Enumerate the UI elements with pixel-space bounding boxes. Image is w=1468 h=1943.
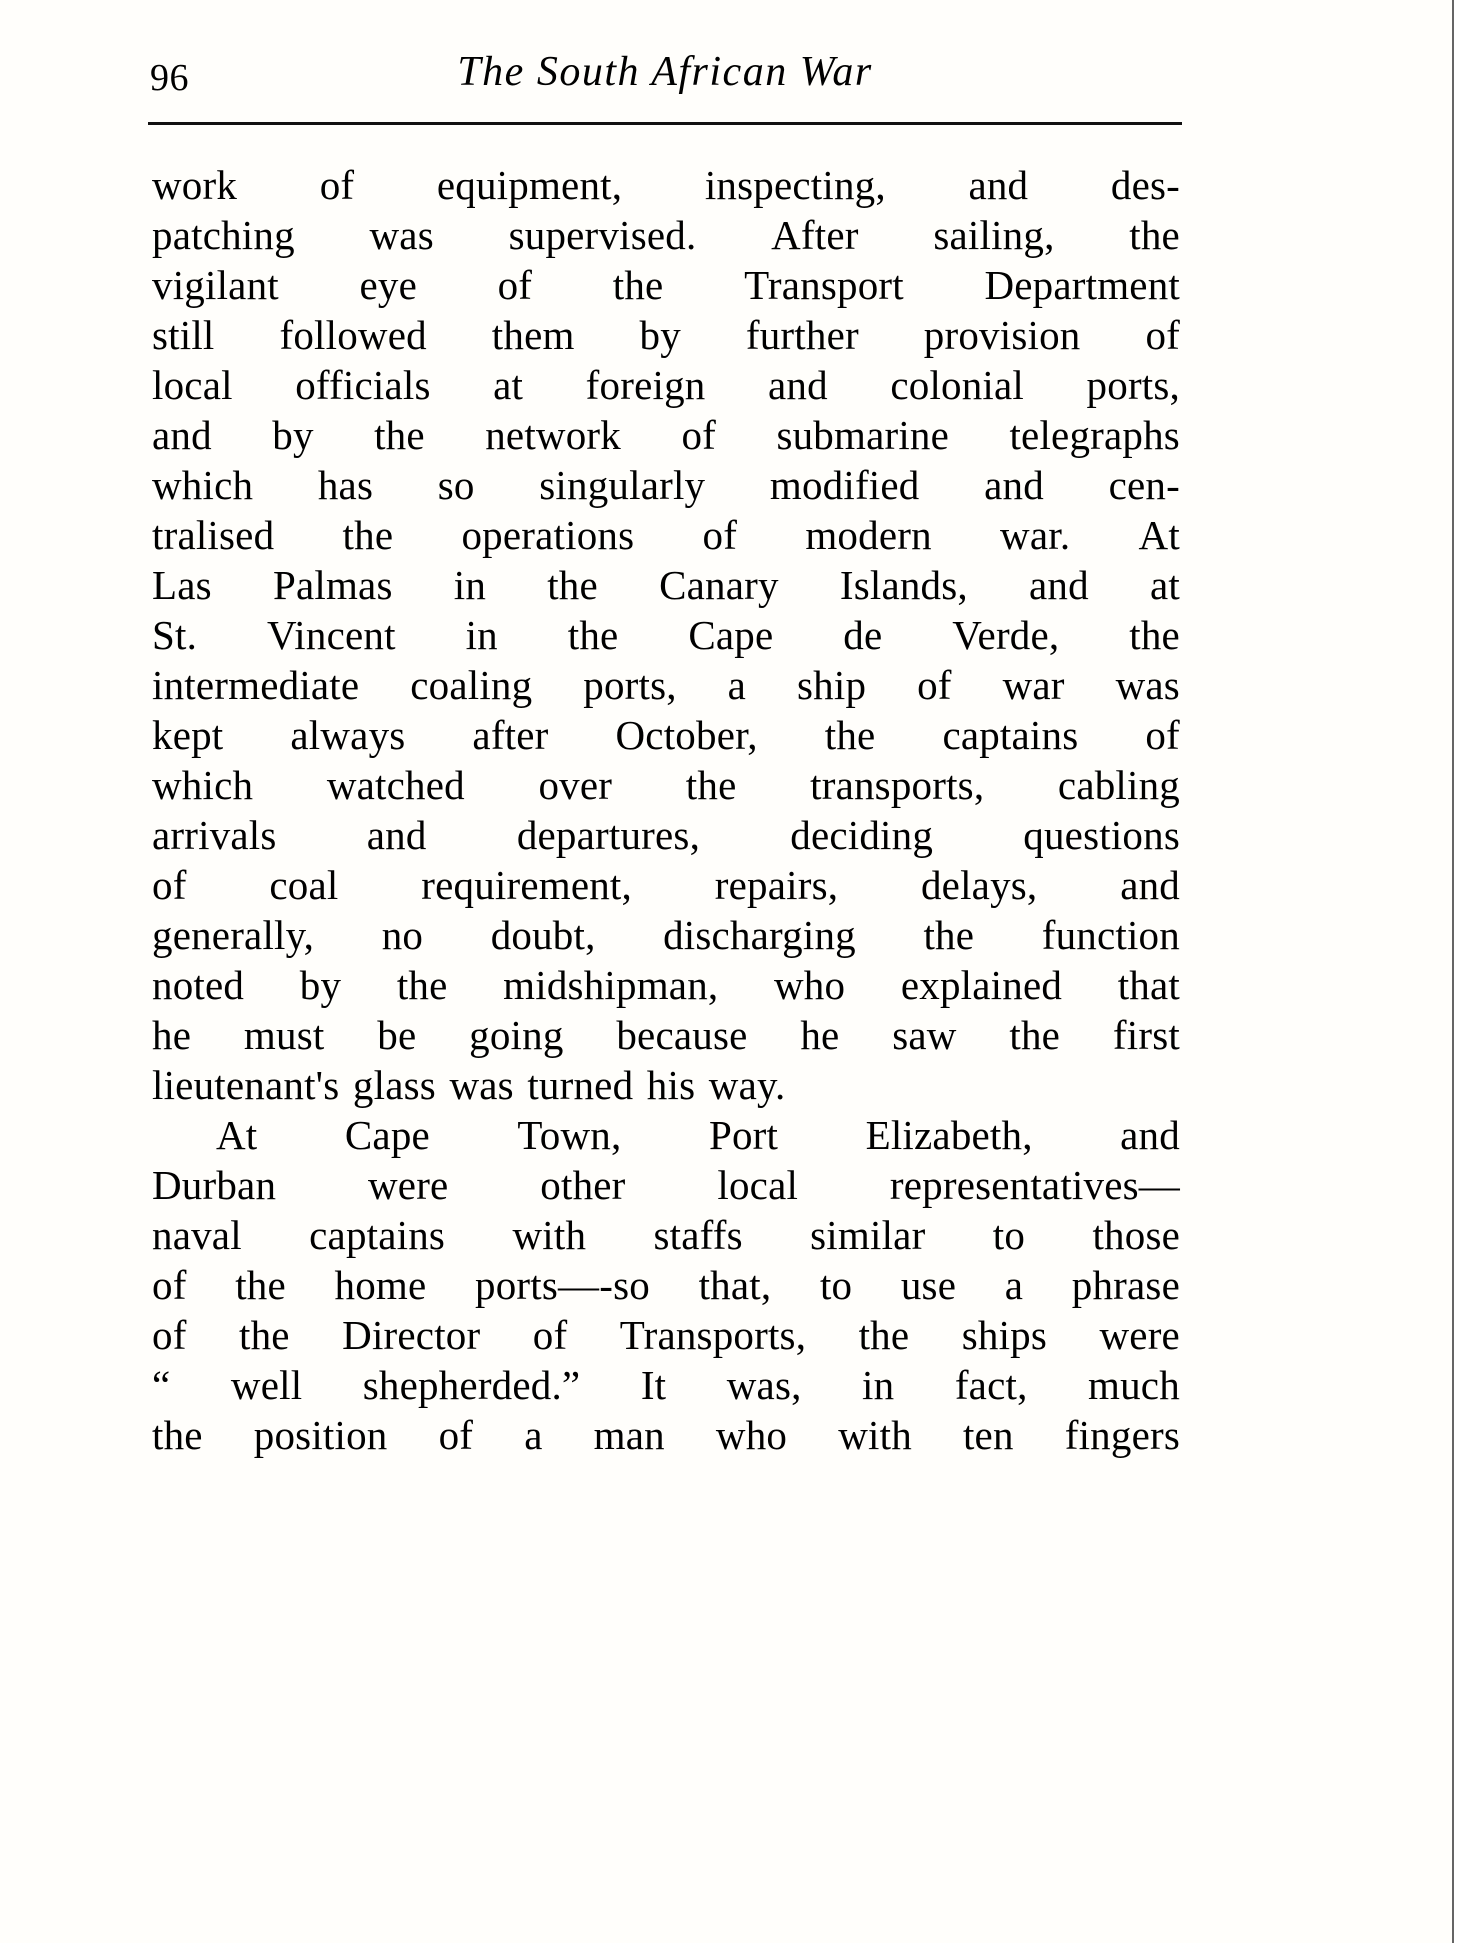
- word: function: [1041, 912, 1180, 958]
- word: watched: [326, 762, 465, 808]
- word: at: [1149, 562, 1180, 608]
- word: Vincent: [266, 612, 396, 658]
- word: was: [1115, 662, 1180, 708]
- word: man: [593, 1412, 665, 1458]
- word: of: [438, 1412, 474, 1458]
- word: well: [230, 1362, 303, 1408]
- word: vigilant: [152, 262, 279, 308]
- word: the: [342, 512, 394, 558]
- word: de: [843, 612, 883, 658]
- word: the: [374, 412, 425, 458]
- running-title: The South African War: [457, 49, 873, 95]
- word: of: [152, 1312, 187, 1358]
- word: midshipman,: [503, 962, 719, 1008]
- word: equipment,: [436, 162, 623, 208]
- word: Elizabeth,: [865, 1112, 1033, 1158]
- text-line: [152, 1260, 1180, 1310]
- word: the: [152, 1412, 203, 1458]
- word: first: [1112, 1012, 1180, 1058]
- word: the: [235, 1262, 286, 1308]
- word: lieutenant's: [152, 1062, 340, 1108]
- word: by: [639, 312, 681, 358]
- word: questions: [1023, 812, 1180, 858]
- word: At: [216, 1112, 258, 1158]
- word: to: [992, 1212, 1026, 1258]
- text-line: [152, 1410, 1180, 1460]
- paragraph-2: [152, 1110, 1180, 1460]
- word: be: [377, 1012, 417, 1058]
- word: Transport: [744, 262, 904, 308]
- word: was,: [726, 1362, 802, 1408]
- word: fingers: [1064, 1412, 1180, 1458]
- word: war: [1002, 662, 1065, 708]
- word: sailing,: [933, 212, 1055, 258]
- text-line: [152, 860, 1180, 910]
- word: and: [1029, 562, 1089, 608]
- word: delays,: [920, 862, 1038, 908]
- word: “: [152, 1362, 171, 1408]
- word: Transports,: [619, 1312, 807, 1358]
- word: which: [152, 462, 254, 508]
- word: with: [838, 1412, 912, 1458]
- word: departures,: [516, 812, 701, 858]
- word: coal: [269, 862, 339, 908]
- word: over: [538, 762, 613, 808]
- word: turned: [527, 1062, 634, 1108]
- word: of: [497, 262, 533, 308]
- word: after: [472, 712, 549, 758]
- word: with: [512, 1212, 587, 1258]
- word: who: [715, 1412, 788, 1458]
- word: in: [862, 1362, 895, 1408]
- word: because: [616, 1012, 748, 1058]
- word: that: [1117, 962, 1180, 1008]
- word: his: [646, 1062, 696, 1108]
- word: eye: [359, 262, 417, 308]
- text-line: [152, 160, 1180, 210]
- word: noted: [152, 962, 245, 1008]
- text-line: [152, 210, 1180, 260]
- page-edge-margin: [1454, 0, 1468, 1943]
- text-line: [152, 810, 1180, 860]
- paragraph-1: [152, 160, 1180, 1110]
- word: of: [319, 162, 355, 208]
- word: of: [152, 1262, 187, 1308]
- text-line: [152, 660, 1180, 710]
- word: the: [824, 712, 876, 758]
- word: At: [1138, 512, 1180, 558]
- word: deciding: [790, 812, 934, 858]
- text-line: [152, 1010, 1180, 1060]
- word: position: [253, 1412, 388, 1458]
- word: telegraphs: [1009, 412, 1180, 458]
- word: arrivals: [152, 812, 277, 858]
- word: those: [1092, 1212, 1180, 1258]
- word: operations: [461, 512, 635, 558]
- word: were: [368, 1162, 449, 1208]
- word: that,: [698, 1262, 772, 1308]
- word: the: [567, 612, 619, 658]
- word: ports,: [1086, 362, 1180, 408]
- word: at: [493, 362, 524, 408]
- word: cabling: [1057, 762, 1180, 808]
- word: war.: [1000, 512, 1071, 558]
- word: transports,: [810, 762, 985, 808]
- word: supervised.: [508, 212, 697, 258]
- word: repairs,: [714, 862, 839, 908]
- word: patching: [152, 212, 295, 258]
- word: captains: [309, 1212, 446, 1258]
- word: the: [239, 1312, 290, 1358]
- word: Director: [342, 1312, 481, 1358]
- word: Las: [152, 562, 212, 608]
- word: captains: [942, 712, 1079, 758]
- word: a: [524, 1412, 543, 1458]
- text-line: [152, 1110, 1180, 1160]
- word: local: [717, 1162, 799, 1208]
- word: he: [152, 1012, 192, 1058]
- text-line: [152, 510, 1180, 560]
- word: tralised: [152, 512, 275, 558]
- word: the: [923, 912, 975, 958]
- word: must: [243, 1012, 325, 1058]
- word: by: [299, 962, 342, 1008]
- word: ports—-so: [475, 1262, 650, 1308]
- text-line: [152, 1310, 1180, 1360]
- word: of: [1145, 312, 1180, 358]
- text-line: [152, 410, 1180, 460]
- word: and: [968, 162, 1029, 208]
- word: were: [1099, 1312, 1180, 1358]
- word: and: [366, 812, 427, 858]
- page-number: 96: [150, 57, 189, 99]
- text-line: [152, 310, 1180, 360]
- word: of: [681, 412, 716, 458]
- text-line: [152, 1160, 1180, 1210]
- word: intermediate: [152, 662, 360, 708]
- word: the: [685, 762, 737, 808]
- word: Palmas: [272, 562, 393, 608]
- word: Department: [984, 262, 1180, 308]
- word: in: [453, 562, 487, 608]
- word: and: [984, 462, 1044, 508]
- word: the: [396, 962, 448, 1008]
- word: colonial: [890, 362, 1025, 408]
- word: des-: [1110, 162, 1180, 208]
- word: submarine: [776, 412, 950, 458]
- word: of: [1145, 712, 1180, 758]
- word: Islands,: [839, 562, 968, 608]
- word: inspecting,: [704, 162, 886, 208]
- word: fact,: [954, 1362, 1028, 1408]
- header-rule: [148, 122, 1182, 125]
- word: cen-: [1108, 462, 1180, 508]
- word: which: [152, 762, 254, 808]
- word: the: [858, 1312, 910, 1358]
- word: saw: [892, 1012, 957, 1058]
- word: Cape: [344, 1112, 430, 1158]
- word: the: [1129, 212, 1180, 258]
- word: ships: [961, 1312, 1048, 1358]
- word: of: [532, 1312, 568, 1358]
- word: was: [369, 212, 434, 258]
- word: generally,: [152, 912, 315, 958]
- word: home: [334, 1262, 427, 1308]
- word: shepherded.”: [362, 1362, 581, 1408]
- word: of: [702, 512, 738, 558]
- word: modern: [805, 512, 932, 558]
- word: Port: [708, 1112, 779, 1158]
- text-line: [152, 460, 1180, 510]
- word: the: [612, 262, 664, 308]
- word: to: [819, 1262, 853, 1308]
- word: was: [449, 1062, 514, 1108]
- word: naval: [152, 1212, 242, 1258]
- text-line: [152, 1060, 1180, 1110]
- word: requirement,: [421, 862, 632, 908]
- word: Cape: [688, 612, 774, 658]
- word: doubt,: [490, 912, 596, 958]
- word: work: [152, 162, 238, 208]
- word: the: [1129, 612, 1180, 658]
- body-text: [152, 160, 1180, 1460]
- word: followed: [279, 312, 427, 358]
- word: always: [290, 712, 406, 758]
- word: by: [272, 412, 314, 458]
- word: other: [540, 1162, 626, 1208]
- text-line: [152, 560, 1180, 610]
- word: October,: [615, 712, 758, 758]
- text-line: [152, 760, 1180, 810]
- word: kept: [152, 712, 224, 758]
- word: representatives—: [889, 1162, 1180, 1208]
- word: explained: [900, 962, 1063, 1008]
- word: the: [1009, 1012, 1061, 1058]
- text-line: [152, 260, 1180, 310]
- word: staffs: [653, 1212, 743, 1258]
- word: way.: [708, 1062, 786, 1108]
- text-line: [152, 960, 1180, 1010]
- word: phrase: [1071, 1262, 1180, 1308]
- text-line: [152, 1360, 1180, 1410]
- text-line: [152, 710, 1180, 760]
- word: and: [768, 362, 828, 408]
- word: he: [800, 1012, 840, 1058]
- word: coaling: [410, 662, 533, 708]
- word: much: [1088, 1362, 1180, 1408]
- word: singularly: [539, 462, 706, 508]
- word: Verde,: [952, 612, 1060, 658]
- word: of: [917, 662, 952, 708]
- word: discharging: [663, 912, 856, 958]
- word: ten: [962, 1412, 1014, 1458]
- word: a: [727, 662, 747, 708]
- text-line: [152, 910, 1180, 960]
- word: similar: [810, 1212, 926, 1258]
- word: in: [465, 612, 498, 658]
- word: glass: [352, 1062, 436, 1108]
- word: no: [381, 912, 424, 958]
- word: Canary: [659, 562, 779, 608]
- text-line: [152, 610, 1180, 660]
- page-header: [150, 48, 1180, 110]
- word: foreign: [585, 362, 706, 408]
- word: It: [640, 1362, 667, 1408]
- word: so: [437, 462, 475, 508]
- word: ports,: [583, 662, 677, 708]
- word: the: [547, 562, 598, 608]
- word: local: [152, 362, 233, 408]
- word: and: [152, 412, 212, 458]
- word: further: [745, 312, 859, 358]
- word: going: [469, 1012, 564, 1058]
- word: still: [152, 312, 215, 358]
- text-line: [152, 1210, 1180, 1260]
- word: modified: [769, 462, 920, 508]
- word: Durban: [152, 1162, 277, 1208]
- word: them: [491, 312, 575, 358]
- word: of: [152, 862, 187, 908]
- word: ship: [797, 662, 867, 708]
- word: and: [1120, 1112, 1180, 1158]
- word: use: [900, 1262, 957, 1308]
- word: Town,: [517, 1112, 622, 1158]
- word: provision: [923, 312, 1081, 358]
- word: who: [774, 962, 846, 1008]
- word: officials: [295, 362, 431, 408]
- text-line: [152, 360, 1180, 410]
- word: St.: [152, 612, 198, 658]
- word: After: [771, 212, 859, 258]
- word: a: [1004, 1262, 1024, 1308]
- word: and: [1120, 862, 1180, 908]
- word: network: [485, 412, 621, 458]
- word: has: [317, 462, 374, 508]
